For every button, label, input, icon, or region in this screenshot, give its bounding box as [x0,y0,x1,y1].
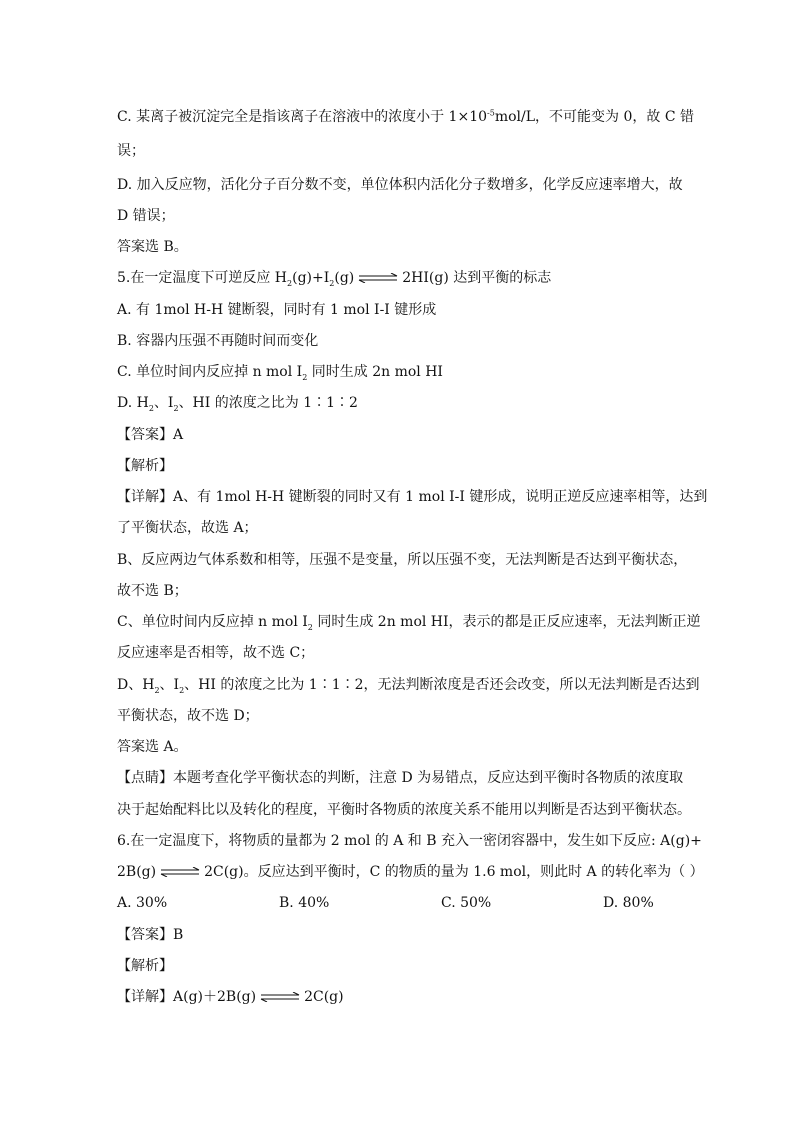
q5-d-explanation-line1: D、$H_2$、$I_2$、HI 的浓度之比为 1∶1∶2，无法判断浓度是否还会改变，所以无法判断是否达到 [117,677,700,695]
q5-stem: 5.在一定温度下可逆反应 $H_2(g)+I_2(g)$ 2HI(g) 达到平衡的标志 [117,270,552,288]
q5-c-explanation-line1: C、单位时间内反应掉 n mol $I_2$ 同时生成 2n mol HI，表示的都是正反应速率，无法判断正逆 [117,614,701,632]
q5-d-explanation-line2: 平衡状态，故不选 D； [117,708,259,724]
q6-answer: 【答案】B [117,927,184,943]
q6-option-c: C. 50% [441,895,492,911]
q5-final-answer: 答案选 A。 [117,739,188,755]
reversible-arrow-icon [159,867,201,877]
q5-option-c: C. 单位时间内反应掉 n mol $I_2$ 同时生成 2n mol HI [117,364,443,382]
q6-detail-equation: 【详解】A(g)＋2B(g) 2C(g) [117,989,344,1005]
q5-analysis-heading: 【解析】 [117,458,173,474]
q4-option-c-explanation-line2: 误； [117,143,145,159]
q6-option-d: D. 80% [603,895,654,911]
q5-c-explanation-line2: 反应速率是否相等，故不选 C； [117,645,315,661]
q6-stem-line2: 2B(g) 2C(g)。反应达到平衡时，C 的物质的量为 1.6 mol，则此时 A 的转化率为（ ） [117,864,704,880]
q6-options [117,893,687,913]
reversible-arrow-icon [357,273,399,283]
q5-answer: 【答案】A [117,427,184,443]
q6-option-b: B. 40% [279,895,330,911]
q5-option-b: B. 容器内压强不再随时间而变化 [117,333,319,349]
q5-tip-line1: 【点睛】本题考查化学平衡状态的判断，注意 D 为易错点，反应达到平衡时各物质的浓度取 [117,770,684,786]
q5-option-d: D. $H_2$、$I_2$、HI 的浓度之比为 1∶1∶2 [117,395,358,413]
q6-analysis-heading: 【解析】 [117,958,173,974]
q4-option-c-explanation-line1: C. 某离子被沉淀完全是指该离子在溶液中的浓度小于 $1\times 10^{-5}mol/L$，不可能变为 0，故 C 错 [117,108,694,125]
q4-answer: 答案选 B。 [117,239,188,255]
reversible-arrow-icon [259,992,301,1002]
q5-option-a: A. 有 1mol H-H 键断裂，同时有 1 mol I-I 键形成 [117,302,437,318]
q4-option-d-explanation-line2: D 错误； [117,208,175,224]
q5-tip-line2: 决于起始配料比以及转化的程度，平衡时各物质的浓度关系不能用以判断是否达到平衡状态。 [117,802,691,818]
q6-option-a: A. 30% [117,895,168,911]
q5-b-explanation-line1: B、反应两边气体系数和相等，压强不是变量，所以压强不变，无法判断是否达到平衡状态， [117,552,688,568]
q5-detail-line1: 【详解】A、有 1mol H-H 键断裂的同时又有 1 mol I-I 键形成，说明正逆反应速率相等，达到 [117,489,708,505]
q6-stem-line1: 6.在一定温度下，将物质的量都为 2 mol 的 A 和 B 充入一密闭容器中，发生如下反应: A(g)+ [117,833,702,849]
q5-detail-line2: 了平衡状态，故选 A； [117,520,258,536]
q5-b-explanation-line2: 故不选 B； [117,583,188,599]
q4-option-d-explanation-line1: D. 加入反应物，活化分子百分数不变，单位体积内活化分子数增多，化学反应速率增大，故 [117,177,683,193]
